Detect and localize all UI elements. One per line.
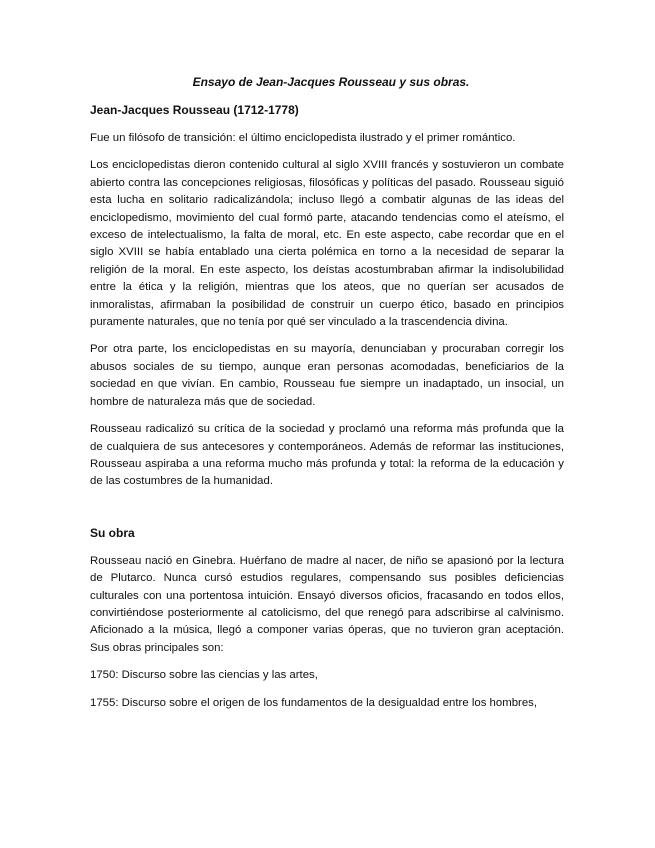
section-spacer <box>90 501 564 525</box>
paragraph-life: Rousseau nació en Ginebra. Huérfano de madre al nacer, de niño se apasionó por la lectura de Plutarco. Nunca cursó estudios regulares, compensando sus posibles deficiencias culturales con una portentosa intuición. Ensayó diversos oficios, fracasando en todos ellos, convirtiéndose posteriormente al catolicismo, del que renegó para adscribirse al calvinismo. Aficionado a la música, llegó a componer varias óperas, que no tuvieron gran aceptación. Sus obras principales son: <box>90 554 564 654</box>
work-item-1755: 1755: Discurso sobre el origen de los fundamentos de la desigualdad entre los hombres, <box>90 696 538 709</box>
work-item-1750: 1750: Discurso sobre las ciencias y las artes, <box>90 669 318 682</box>
section-heading-biography: Jean-Jacques Rousseau (1712-1778) <box>90 103 299 117</box>
paragraph-social-abuses: Por otra parte, los enciclopedistas en su mayoría, denunciaban y procuraban corregir los abusos sociales de su tiempo, aunque eran personas acomodadas, beneficiarios de la sociedad en que vivían. En cambio, Rousseau fue siempre un inadaptado, un insocial, un hombre de naturaleza más que de sociedad. <box>90 343 564 408</box>
paragraph-intro: Fue un filósofo de transición: el último enciclopedista ilustrado y el primer romántico. <box>90 132 516 144</box>
paragraph-reform: Rousseau radicalizó su crítica de la sociedad y proclamó una reforma más profunda que la de cualquiera de sus antecesores y contemporáneos. Además de reformar las instituciones, Rousseau aspiraba a una reforma mucho más profunda y total: la reforma de la educación y de las costumbres de la humanidad. <box>90 423 564 488</box>
document-page <box>90 74 564 722</box>
paragraph-encyclopedists: Los enciclopedistas dieron contenido cultural al siglo XVIII francés y sostuvieron un combate abierto contra las concepciones religiosas, filosóficas y políticas del pasado. Rousseau siguió esta lucha en solitario radicalizándola; incluso llegó a combatir algunas de las ideas del enciclopedismo, movimiento del cual formó parte, atacando tendencias como el ateísmo, el exceso de intelectualismo, la falta de moral, etc. En este aspecto, cabe recordar que en el siglo XVIII se había entablado una cierta polémica en torno a la necesidad de separar la religión de la moral. En este aspecto, los deístas acostumbraban afirmar la indisolubilidad entre la ética y la religión, mientras que los ateos, que no querían ser acusados de inmoralistas, afirmaban la posibilidad de construir un cuerpo ético, basado en principios puramente naturales, que no tenía por qué ser vinculado a la trascendencia divina. <box>90 159 564 329</box>
section-heading-works: Su obra <box>90 525 135 540</box>
document-title: Ensayo de Jean-Jacques Rousseau y sus obras. <box>192 75 470 89</box>
